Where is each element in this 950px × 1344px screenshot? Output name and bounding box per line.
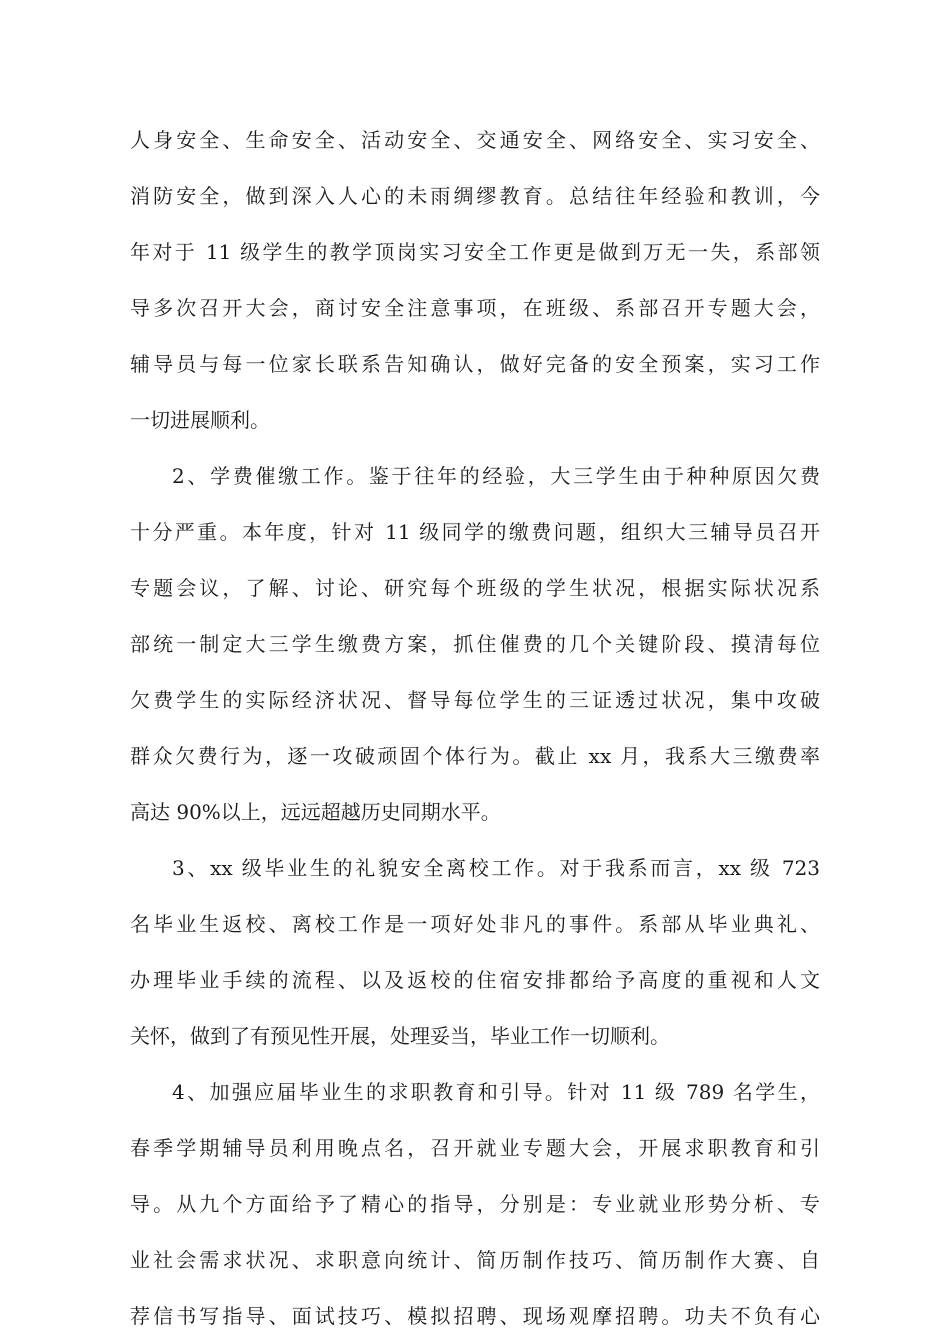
- paragraph-2-line-7: 高达 90%以上，远远超越历史同期水平。: [130, 800, 501, 824]
- paragraph-2-line-1: 2、学费催缴工作。鉴于往年的经验，大三学生由于种种原因欠费: [172, 464, 820, 488]
- paragraph-3-line-1: 3、xx 级毕业生的礼貌安全离校工作。对于我系而言，xx 级 723: [172, 856, 820, 880]
- paragraph-1-line-2: 消防安全，做到深入人心的未雨绸缪教育。总结往年经验和教训，今: [130, 184, 820, 208]
- paragraph-4-line-5: 荐信书写指导、面试技巧、模拟招聘、现场观摩招聘。功夫不负有心: [130, 1304, 820, 1328]
- paragraph-3-line-3: 办理毕业手续的流程、以及返校的住宿安排都给予高度的重视和人文: [130, 968, 820, 992]
- paragraph-1-line-1: 人身安全、生命安全、活动安全、交通安全、网络安全、实习安全、: [130, 128, 820, 152]
- paragraph-2-line-6: 群众欠费行为，逐一攻破顽固个体行为。截止 xx 月，我系大三缴费率: [130, 744, 820, 768]
- paragraph-2-line-3: 专题会议，了解、讨论、研究每个班级的学生状况，根据实际状况系: [130, 576, 820, 600]
- paragraph-1-line-4: 导多次召开大会，商讨安全注意事项，在班级、系部召开专题大会，: [130, 296, 820, 320]
- paragraph-1-line-3: 年对于 11 级学生的教学顶岗实习安全工作更是做到万无一失，系部领: [130, 240, 820, 264]
- paragraph-1-line-6: 一切进展顺利。: [130, 408, 270, 432]
- paragraph-1-line-5: 辅导员与每一位家长联系告知确认，做好完备的安全预案，实习工作: [130, 352, 820, 376]
- paragraph-3-line-4: 关怀，做到了有预见性开展，处理妥当，毕业工作一切顺利。: [130, 1024, 670, 1048]
- paragraph-3-line-2: 名毕业生返校、离校工作是一项好处非凡的事件。系部从毕业典礼、: [130, 912, 820, 936]
- paragraph-4-line-4: 业社会需求状况、求职意向统计、简历制作技巧、简历制作大赛、自: [130, 1248, 820, 1272]
- paragraph-4-line-1: 4、加强应届毕业生的求职教育和引导。针对 11 级 789 名学生，: [172, 1080, 820, 1104]
- paragraph-4-line-3: 导。从九个方面给予了精心的指导，分别是：专业就业形势分析、专: [130, 1192, 820, 1216]
- paragraph-2-line-4: 部统一制定大三学生缴费方案，抓住催费的几个关键阶段、摸清每位: [130, 632, 820, 656]
- paragraph-2-line-5: 欠费学生的实际经济状况、督导每位学生的三证透过状况，集中攻破: [130, 688, 820, 712]
- body-text: [130, 112, 820, 1344]
- paragraph-2-line-2: 十分严重。本年度，针对 11 级同学的缴费问题，组织大三辅导员召开: [130, 520, 820, 544]
- paragraph-4-line-2: 春季学期辅导员利用晚点名，召开就业专题大会，开展求职教育和引: [130, 1136, 820, 1160]
